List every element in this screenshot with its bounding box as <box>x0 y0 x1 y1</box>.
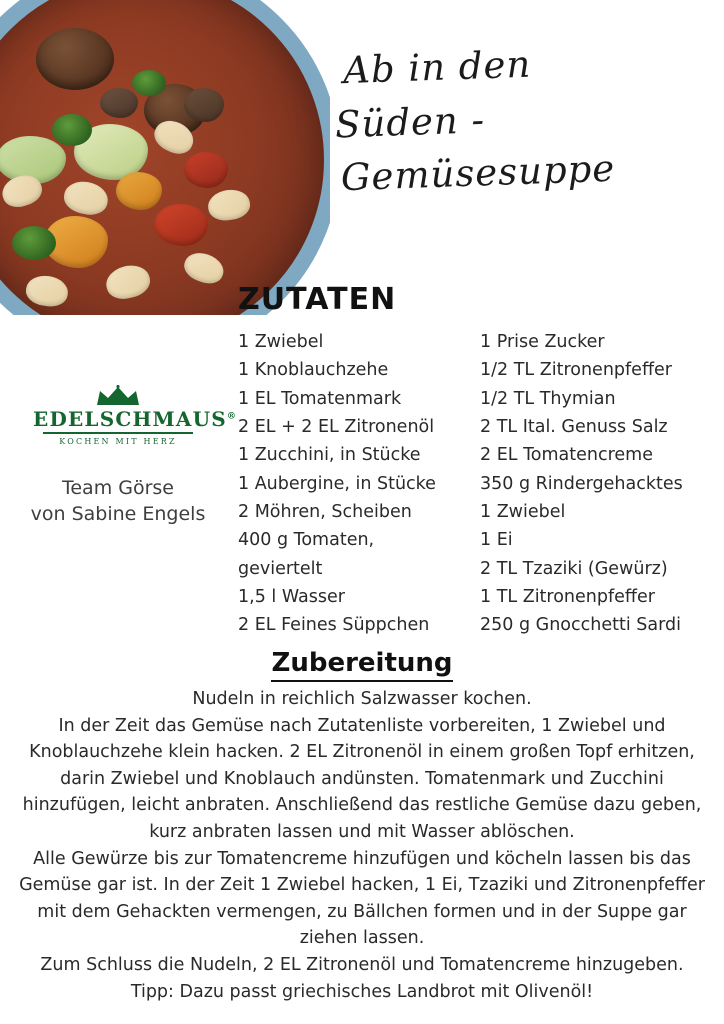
ingredient-item: 2 Möhren, Scheiben <box>238 502 412 523</box>
recipe-photo <box>0 0 330 315</box>
pasta-shape <box>61 178 111 218</box>
ingredient-item: 1 TL Zitronenpfeffer <box>480 587 655 608</box>
ingredient-item: 1 EL Tomatenmark <box>238 388 402 409</box>
pasta-shape <box>24 273 70 309</box>
ingredient-item: 1 Ei <box>480 530 513 551</box>
ingredient-item: 350 g Rindergehacktes <box>480 473 683 494</box>
team-credit <box>18 476 218 527</box>
ingredient-item: 2 EL + 2 EL Zitronenöl <box>238 417 435 438</box>
soup-bowl-image <box>0 0 330 315</box>
ingredients-heading: ZUTATEN <box>238 282 397 317</box>
preparation-paragraph: Nudeln in reichlich Salzwasser kochen. <box>192 689 532 709</box>
logo-divider <box>43 432 193 434</box>
recipe-title-line-1: Ab in den <box>342 42 532 93</box>
preparation-paragraph: In der Zeit das Gemüse nach Zutatenliste vorbereiten, 1 Zwiebel und Knoblauchzehe klein hacken. 2 EL Zitronenöl in einem großen Topf erhitzen, darin Zwiebel und Knoblauch andünsten. Tomatenmark und Zucchini hinzufügen, leicht anbraten. Anschließend das restliche Gemüse dazu geben, kurz anbraten lassen und mit Wasser ablöschen. <box>22 715 702 842</box>
preparation-text <box>8 686 716 1005</box>
ingredient-item: 400 g Tomaten, <box>238 530 375 551</box>
registered-mark: ® <box>226 411 238 422</box>
ingredient-item: 1/2 TL Thymian <box>480 388 616 409</box>
pasta-shape <box>180 248 227 288</box>
preparation-heading-text: Zubereitung <box>271 648 452 682</box>
ingredient-item: 1 Zucchini, in Stücke <box>238 445 421 466</box>
parsley-garnish <box>12 226 56 260</box>
preparation-heading <box>0 648 724 678</box>
team-name: Team Görse <box>61 477 174 499</box>
aubergine-shape <box>100 88 138 118</box>
ingredient-item: 2 EL Tomatencreme <box>480 445 653 466</box>
ingredient-item: geviertelt <box>238 558 323 579</box>
preparation-paragraph: Tipp: Dazu passt griechisches Landbrot mit Olivenöl! <box>130 981 594 1002</box>
recipe-title-line-3: Gemüsesuppe <box>340 147 616 200</box>
meatball-shape <box>36 28 114 90</box>
brand-name <box>33 407 238 431</box>
ingredients-column-left <box>238 328 468 640</box>
preparation-paragraph: Zum Schluss die Nudeln, 2 EL Zitronenöl und Tomatencreme hinzugeben. <box>40 954 684 975</box>
ingredient-item: 1 Prise Zucker <box>480 332 605 352</box>
ingredients-column-right <box>480 328 710 640</box>
carrot-shape <box>116 172 162 210</box>
ingredient-item: 1/2 TL Zitronenpfeffer <box>480 360 672 381</box>
tomato-shape <box>154 204 208 246</box>
aubergine-shape <box>184 88 224 122</box>
ingredient-item: 1 Knoblauchzehe <box>238 360 389 381</box>
brand-block <box>18 385 238 527</box>
ingredient-item: 1 Zwiebel <box>238 332 324 352</box>
parsley-garnish <box>132 70 166 96</box>
tomato-shape <box>184 152 228 188</box>
preparation-paragraph: Alle Gewürze bis zur Tomatencreme hinzufügen und köcheln lassen bis das Gemüse gar ist. In der Zeit 1 Zwiebel hacken, 1 Ei, Tzaziki und Zitronenpfeffer mit dem Gehackten vermengen, zu Bällchen formen und in der Suppe gar ziehen lassen. <box>19 848 705 949</box>
parsley-garnish <box>52 114 92 146</box>
recipe-title-line-2: Süden - <box>334 97 486 147</box>
team-author: von Sabine Engels <box>30 502 206 525</box>
ingredient-item: 250 g Gnocchetti Sardi <box>480 615 681 636</box>
brand-tagline: KOCHEN MIT HERZ <box>59 437 177 446</box>
brand-name-text: EDELSCHMAUS <box>33 407 227 431</box>
ingredient-item: 1 Aubergine, in Stücke <box>238 473 436 494</box>
crown-icon <box>95 385 141 407</box>
ingredient-item: 2 EL Feines Süppchen <box>238 615 430 636</box>
pasta-shape <box>103 261 153 303</box>
ingredient-item: 2 TL Ital. Genuss Salz <box>480 417 668 438</box>
ingredient-item: 1,5 l Wasser <box>238 587 345 608</box>
edelschmaus-logo <box>33 385 238 446</box>
ingredient-item: 1 Zwiebel <box>480 502 566 523</box>
pasta-shape <box>206 187 252 223</box>
ingredient-item: 2 TL Tzaziki (Gewürz) <box>480 558 668 579</box>
recipe-title <box>332 32 707 206</box>
